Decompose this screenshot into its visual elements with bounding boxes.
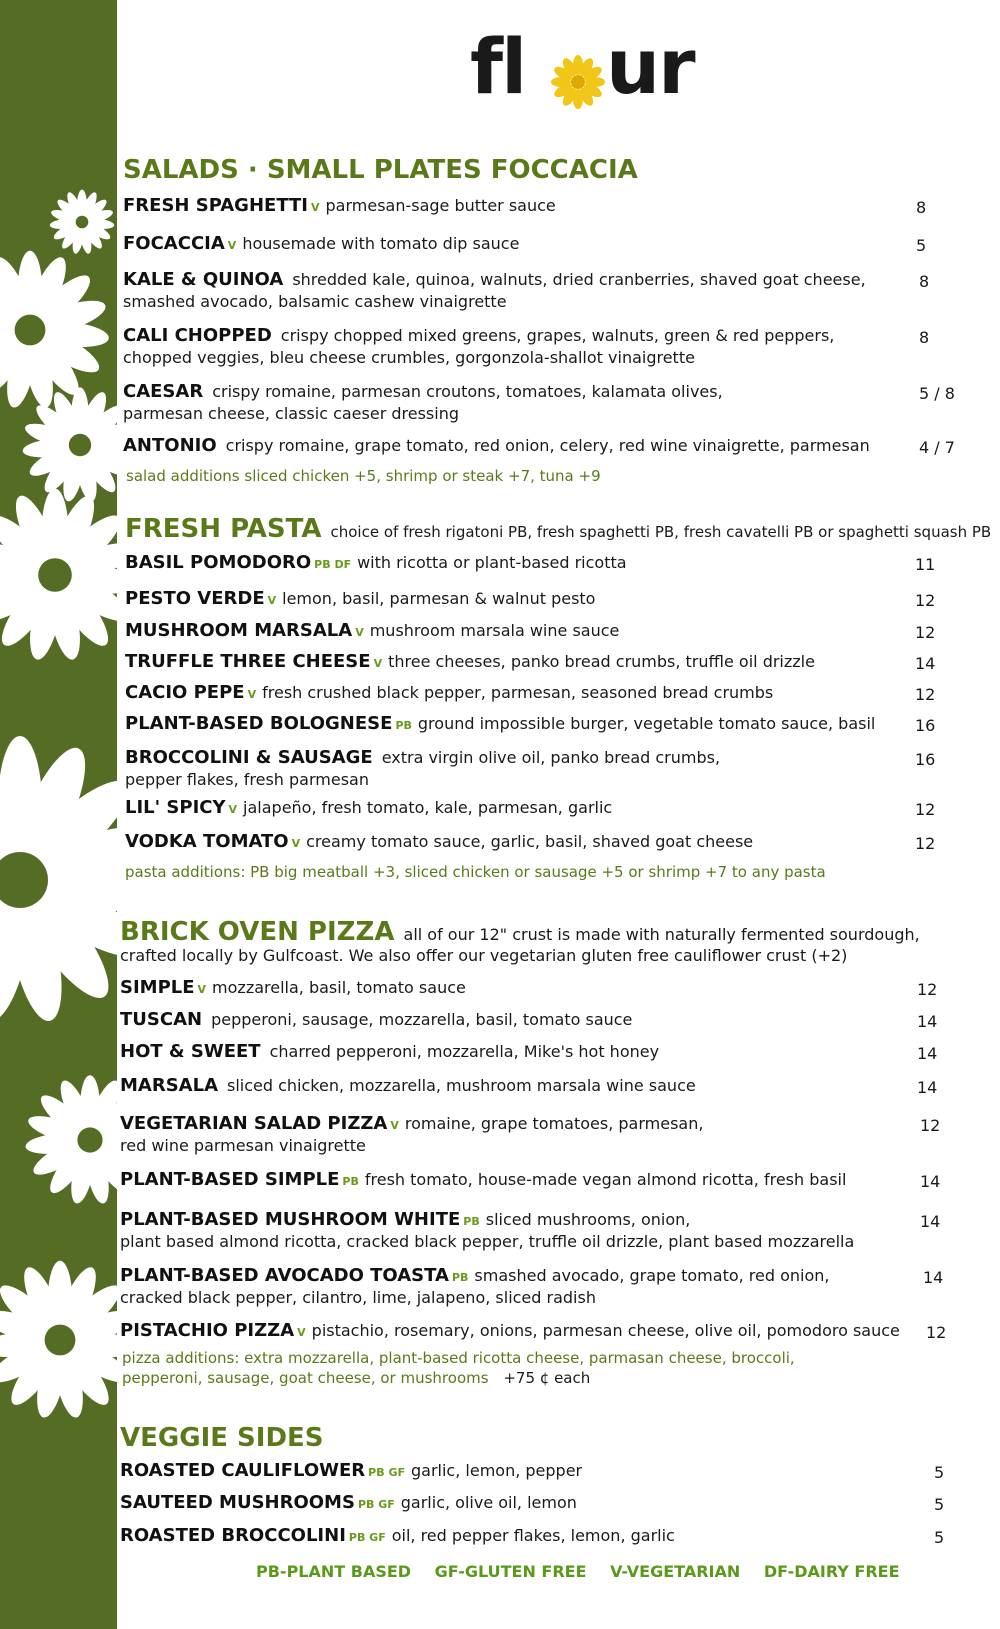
item-price: 5 — [934, 1463, 945, 1482]
diet-tag: V — [227, 239, 237, 252]
item-price: 5 — [934, 1495, 945, 1514]
menu-item — [125, 748, 1000, 790]
item-name: VEGETARIAN SALAD PIZZA — [120, 1113, 388, 1134]
item-name: PLANT-BASED SIMPLE — [120, 1169, 340, 1190]
menu-item — [120, 1010, 1000, 1032]
item-price: 12 — [917, 980, 938, 999]
menu-item — [120, 1042, 1000, 1064]
menu-item — [125, 589, 1000, 611]
menu-item — [123, 436, 1000, 458]
item-name: SAUTEED MUSHROOMS — [120, 1492, 355, 1513]
item-description: pistachio, rosemary, onions, parmesan cheese, olive oil, pomodoro sauce — [311, 1321, 900, 1340]
pizza-title: BRICK OVEN PIZZA — [120, 917, 395, 947]
item-name: HOT & SWEET — [120, 1041, 261, 1062]
menu-item — [120, 1114, 1000, 1156]
menu-item — [120, 1461, 1000, 1483]
item-name: CACIO PEPE — [125, 682, 245, 703]
menu-item — [120, 1170, 1000, 1192]
menu-item — [125, 832, 1000, 854]
item-name: FOCACCIA — [123, 233, 225, 254]
item-name: BASIL POMODORO — [125, 552, 312, 573]
item-description: crispy romaine, grape tomato, red onion, celery, red wine vinaigrette, parmesan — [225, 436, 870, 455]
menu-item — [120, 1210, 1000, 1252]
item-description: crispy chopped mixed greens, grapes, walnuts, green & red peppers, — [280, 326, 835, 345]
item-name: PISTACHIO PIZZA — [120, 1320, 295, 1341]
diet-tag: PB — [451, 1271, 469, 1284]
item-price: 14 — [917, 1044, 938, 1063]
diet-tag: V — [390, 1119, 399, 1132]
menu-item — [125, 714, 1000, 736]
item-price: 11 — [915, 555, 936, 574]
pizza-additions-line2 — [122, 1369, 590, 1387]
salad-additions: salad additions sliced chicken +5, shrimp or steak +7, tuna +9 — [126, 467, 601, 485]
item-price: 14 — [920, 1212, 941, 1231]
item-price: 16 — [915, 716, 936, 735]
menu-item — [125, 798, 1000, 820]
pasta-title: FRESH PASTA — [125, 514, 322, 544]
item-price: 14 — [915, 654, 936, 673]
item-description: extra virgin olive oil, panko bread crumbs, — [381, 748, 721, 767]
diet-tag: V — [247, 688, 257, 701]
item-description: three cheeses, panko bread crumbs, truffle oil drizzle — [388, 652, 815, 671]
logo-text-right: ur — [606, 22, 694, 111]
dietary-legend — [256, 1562, 918, 1581]
legend-plant-based: PB-PLANT BASED — [256, 1562, 412, 1581]
menu-item — [125, 652, 1000, 674]
item-description: fresh tomato, house-made vegan almond ricotta, fresh basil — [364, 1170, 847, 1189]
menu-item — [120, 1526, 1000, 1548]
item-price: 12 — [920, 1116, 941, 1135]
item-description-line2: cracked black pepper, cilantro, lime, jalapeno, sliced radish — [120, 1288, 596, 1307]
item-name: KALE & QUINOA — [123, 269, 284, 290]
item-price: 16 — [915, 750, 936, 769]
menu-item — [123, 234, 1000, 256]
item-name: ROASTED BROCCOLINI — [120, 1525, 346, 1546]
item-price: 14 — [920, 1172, 941, 1191]
item-description: with ricotta or plant-based ricotta — [357, 553, 627, 572]
item-price: 12 — [915, 685, 936, 704]
item-price: 14 — [917, 1078, 938, 1097]
item-name: VODKA TOMATO — [125, 831, 289, 852]
item-price: 14 — [923, 1268, 944, 1287]
item-description: housemade with tomato dip sauce — [242, 234, 520, 253]
item-name: BROCCOLINI & SAUSAGE — [125, 747, 373, 768]
menu-item — [120, 1493, 1000, 1515]
item-description: shredded kale, quinoa, walnuts, dried cranberries, shaved goat cheese, — [292, 270, 866, 289]
item-description: jalapeño, fresh tomato, kale, parmesan, garlic — [243, 798, 613, 817]
item-name: ROASTED CAULIFLOWER — [120, 1460, 366, 1481]
item-name: FRESH SPAGHETTI — [123, 195, 308, 216]
item-description: smashed avocado, grape tomato, red onion, — [474, 1266, 830, 1285]
item-description-line2: red wine parmesan vinaigrette — [120, 1136, 366, 1155]
menu-item — [125, 553, 1000, 575]
item-description: romaine, grape tomatoes, parmesan, — [404, 1114, 704, 1133]
menu-item — [123, 326, 1000, 368]
item-description: pepperoni, sausage, mozzarella, basil, tomato sauce — [211, 1010, 633, 1029]
menu-item — [120, 1076, 1000, 1098]
item-description-line2: pepper flakes, fresh parmesan — [125, 770, 369, 789]
item-name: PLANT-BASED MUSHROOM WHITE — [120, 1209, 461, 1230]
diet-tag: V — [310, 201, 320, 214]
item-description: sliced chicken, mozzarella, mushroom marsala wine sauce — [227, 1076, 696, 1095]
legend-vegetarian: V-VEGETARIAN — [610, 1562, 741, 1581]
item-description: lemon, basil, parmesan & walnut pesto — [282, 589, 596, 608]
item-description: parmesan-sage butter sauce — [325, 196, 556, 215]
diet-tag: PB — [342, 1175, 359, 1188]
diet-tag: V — [373, 657, 383, 670]
item-name: LIL' SPICY — [125, 797, 226, 818]
menu-item — [120, 1321, 1000, 1343]
flour-logo — [470, 22, 694, 112]
item-name: MARSALA — [120, 1075, 218, 1096]
item-price: 12 — [915, 800, 936, 819]
menu-item — [120, 1266, 1000, 1308]
item-description-line2: parmesan cheese, classic caeser dressing — [123, 404, 460, 423]
diet-tag: V — [197, 983, 207, 996]
pasta-section-title — [125, 514, 991, 544]
diet-tag: V — [228, 803, 238, 816]
diet-tag: V — [291, 837, 301, 850]
item-description: charred pepperoni, mozzarella, Mike's hot honey — [269, 1042, 660, 1061]
diet-tag: V — [267, 594, 277, 607]
pizza-additions-price: +75 ¢ each — [503, 1369, 591, 1387]
menu-item — [125, 683, 1000, 705]
pizza-description-line2: crafted locally by Gulfcoast. We also offer our vegetarian gluten free cauliflower crust (+2) — [120, 946, 848, 965]
item-name: PESTO VERDE — [125, 588, 265, 609]
menu-item — [120, 978, 1000, 1000]
item-price: 5 / 8 — [919, 384, 955, 403]
item-description: garlic, olive oil, lemon — [400, 1493, 577, 1512]
menu-item — [123, 270, 1000, 312]
sides-section-title: VEGGIE SIDES — [120, 1423, 324, 1453]
item-price: 12 — [915, 623, 936, 642]
menu-item — [123, 196, 1000, 218]
item-price: 8 — [916, 198, 927, 217]
item-price: 8 — [919, 328, 930, 347]
item-description: garlic, lemon, pepper — [411, 1461, 583, 1480]
diet-tag: PB — [395, 719, 412, 732]
salads-section-title: SALADS · SMALL PLATES FOCCACIA — [123, 155, 638, 185]
pizza-additions: pizza additions: extra mozzarella, plant-based ricotta cheese, parmasan cheese, broccoli, — [122, 1349, 795, 1367]
item-description-line2: smashed avocado, balsamic cashew vinaigrette — [123, 292, 507, 311]
item-description: ground impossible burger, vegetable tomato sauce, basil — [417, 714, 876, 733]
item-description: sliced mushrooms, onion, — [485, 1210, 691, 1229]
logo-text-left: fl — [470, 22, 526, 111]
item-price: 5 — [916, 236, 927, 255]
item-description: creamy tomato sauce, garlic, basil, shaved goat cheese — [306, 832, 754, 851]
item-description: mozzarella, basil, tomato sauce — [212, 978, 466, 997]
menu-item — [125, 621, 1000, 643]
diet-tag: V — [297, 1326, 306, 1339]
item-description-line2: chopped veggies, bleu cheese crumbles, gorgonzola-shallot vinaigrette — [123, 348, 695, 367]
item-price: 4 / 7 — [919, 438, 955, 457]
item-price: 12 — [915, 591, 936, 610]
item-price: 8 — [919, 272, 930, 291]
pizza-additions-text: pepperoni, sausage, goat cheese, or mushrooms — [122, 1369, 489, 1387]
item-name: SIMPLE — [120, 977, 195, 998]
diet-tag: PB GF — [357, 1498, 395, 1511]
diet-tag: V — [355, 626, 364, 639]
item-description: crispy romaine, parmesan croutons, tomatoes, kalamata olives, — [212, 382, 723, 401]
item-price: 12 — [926, 1323, 947, 1342]
item-price: 14 — [917, 1012, 938, 1031]
pasta-additions: pasta additions: PB big meatball +3, sliced chicken or sausage +5 or shrimp +7 to any pasta — [125, 863, 826, 881]
item-description: mushroom marsala wine sauce — [369, 621, 620, 640]
decorative-sidebar — [0, 0, 117, 1629]
item-name: PLANT-BASED BOLOGNESE — [125, 713, 393, 734]
item-name: CALI CHOPPED — [123, 325, 272, 346]
item-name: PLANT-BASED AVOCADO TOASTA — [120, 1265, 449, 1286]
pizza-description: all of our 12" crust is made with naturally fermented sourdough, — [403, 925, 920, 944]
item-name: TUSCAN — [120, 1009, 203, 1030]
sunflower-icon — [550, 54, 606, 110]
daisy-flowers-decoration — [0, 0, 117, 1629]
item-price: 12 — [915, 834, 936, 853]
pasta-description: choice of fresh rigatoni PB, fresh spaghetti PB, fresh cavatelli PB or spaghetti squash PB — [330, 523, 992, 541]
diet-tag: PB — [463, 1215, 480, 1228]
item-name: CAESAR — [123, 381, 204, 402]
menu-item — [123, 382, 1000, 424]
item-description: oil, red pepper flakes, lemon, garlic — [391, 1526, 675, 1545]
item-name: ANTONIO — [123, 435, 217, 456]
item-description-line2: plant based almond ricotta, cracked black pepper, truffle oil drizzle, plant based mozzarella — [120, 1232, 855, 1251]
legend-dairy-free: DF-DAIRY FREE — [763, 1562, 900, 1581]
diet-tag: PB DF — [314, 558, 352, 571]
diet-tag: PB GF — [348, 1531, 386, 1544]
item-description: fresh crushed black pepper, parmesan, seasoned bread crumbs — [262, 683, 774, 702]
diet-tag: PB GF — [368, 1466, 405, 1479]
item-price: 5 — [934, 1528, 945, 1547]
pizza-section-title — [120, 917, 920, 947]
item-name: MUSHROOM MARSALA — [125, 620, 353, 641]
item-name: TRUFFLE THREE CHEESE — [125, 651, 371, 672]
legend-gluten-free: GF-GLUTEN FREE — [434, 1562, 587, 1581]
